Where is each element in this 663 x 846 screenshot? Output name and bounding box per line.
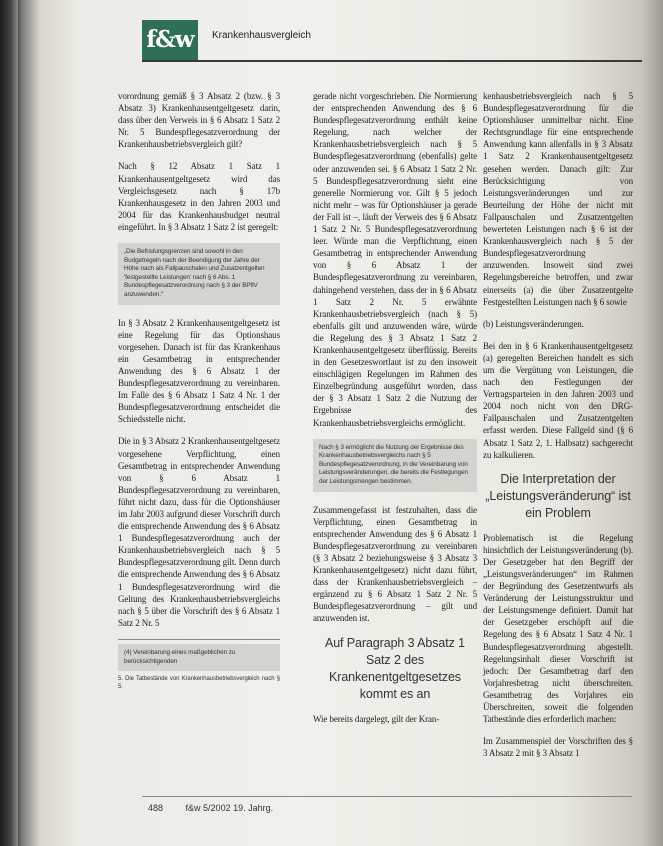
page-number: 488	[148, 803, 164, 813]
text-column-2	[313, 90, 477, 735]
paragraph: Wie bereits dargelegt, gilt der Kran-	[313, 713, 440, 724]
paragraph: gerade nicht vorgeschrieben. Die Normierung der entsprechenden Anwendung des § 6 Bundespflegesatzverordnung enthält keine Regelung, nach welcher der Krankenhausbetriebsvergleich nach § 5 Bundespflegesatzverordnung (ebenfalls) gelte oder anzuwenden sei. § 6 Absatz 1 Satz 2 Nr. 5 Bundespflegesatzverordnung sieht eine generelle Normierung vor. Gilt § 5 jedoch nicht mehr – was für Optionshäuser ja gerade der Fall ist –, läuft der Verweis des § 6 Absatz 1 Satz 2 Nr. 5 Bundespflegesatzverordnung leer. Würde man die Verpflichtung, einen Gesamtbetrag in entsprechender Anwendung von § 6 Absatz 1 der Bundespflegesatzverordnung zu vereinbaren, dahingehend verstehen, dass der in § 6 Absatz 1 Satz 2 Nr. 5 erwähnte Krankenhausbetriebsvergleich (nach § 5) ebenfalls gilt und anzuwenden wäre, würde die Regelung des § 3 Absatz 1 Satz 2 Krankenhausentgeltgesetz überflüssig. Bereits in den Gesetzeswortlaut ist zu den insoweit einschlägigen Regelungen im Rahmen des Einzelbegründung ausgeführt worden, dass der § 3 Absatz 1 Satz 2 die Nutzung der Ergebnisse des Krankenhausbetriebsvergleichs ermöglicht.	[313, 91, 477, 428]
header-rule	[142, 60, 642, 62]
paragraph: vorordnung gemäß § 3 Absatz 2 (bzw. § 3 Absatz 3) Krankenhausentgeltgesetz darin, dass über den Verweis in § 6 Absatz 1 Satz 2 Nr. 5 Bundespflegesatzverordnung der Krankenhausbetriebsvergleich gilt?	[118, 91, 280, 150]
footnote: (4) Vereinbarung eines maßgeblichen zu berücksichtigenden	[118, 644, 280, 671]
paragraph: Problematisch ist die Regelung hinsichtlich der Leistungsveränderung (b). Der Gesetzgeber hat den Begriff der „Leistungsveränderungen“ im Rahmen der Begründung des Gesetzentwurfs als Veränderung der Leistungsstruktur und der Leistungsmenge definiert. Damit hat der Gesetzgeber erschöpft auf die Regelung des § 6 Absatz 1 Satz 4 Nr. 1 Bundespflegesatzverordnung abgestellt. Regelungsinhalt dieser Vorschrift ist jedoch: Der Gesamtbetrag darf den Vorjahresbetrag nicht überschreiten. Gesamtbetrag des Vorjahres ein Überschreiten, soweit die folgenden Tatbestände dies erforderlich machen:	[483, 532, 633, 725]
paragraph: kenhausbetriebsvergleich nach § 5 Bundespflegesatzverordnung für die Optionshäuser unmittelbar nicht. Eine Rechtsgrundlage für eine entsprechende Anwendung kann allenfalls in § 3 Absatz 1 Satz 2 Krankenhausentgeltgesetz gesehen werden. Danach gilt: Zur Berücksichtigung von Leistungsveränderungen und zur Beurteilung der Höhe der nicht mit Fallpauschalen und Zusatzentgelten bewerteten Leistungen nach § 6 ist der Krankenhausvergleich nach § 5 der Bundespflegesatzverordnung anzuwenden. Insoweit sind zwei Regelungsbereiche betroffen, und zwar einerseits (a) die über Zusatzentgelte Festgestellten Leistungen nach § 6 sowie	[483, 91, 633, 307]
paragraph: Die in § 3 Absatz 2 Krankenhausentgeltgesetz vorgesehene Verpflichtung, einen Gesamtbetrag in entsprechender Anwendung von § 6 Absatz 1 Bundespflegesatzverordnung zu vereinbaren, führt nicht dazu, dass für die Optionshäuser im Jahr 2003 aufgrund dieser Vorschrift durch die entsprechende Anwendung des § 6 Absatz 1 Bundespflegesatzverordnung auch der Krankenhausbetriebsvergleich nach § 5 Bundespflegesatzverordnung gilt. Denn durch die entsprechende Anwendung des § 6 Absatz 1 Bundespflegesatzverordnung wird die Geltung des Krankenhausbetriebsvergleichs nach § 5 über die Vorschrift des § 6 Absatz 1 Satz 2 Nr. 5	[118, 436, 280, 628]
page-footer	[148, 803, 293, 813]
section-heading: Die Interpretation der „Leistungsveränderung“ ist ein Problem	[485, 471, 631, 520]
footnote: 5. Die Tatbestände von Krankenhausbetriebsvergleich nach § 5.	[118, 676, 280, 691]
book-spine-shadow	[0, 0, 18, 846]
paragraph: In § 3 Absatz 2 Krankenhausentgeltgesetz ist eine Regelung für das Optionshaus vorgesehen. Danach ist für das Krankenhaus ein Gesamtbetrag in entsprechender Anwendung des § 6 Absatz 1 der Bundespflegesatzverordnung zu vereinbaren. Im Falle des § 6 Absatz 1 Satz 4 Nr. 1 der Bundespflegesatzverordnung entscheidet die Schiedsstelle nicht.	[118, 317, 280, 425]
paragraph: Bei den in § 6 Krankenhausentgeltgesetz (a) geregelten Bereichen handelt es sich um die Vergütung von Leistungen, die nach den Festlegungen der Vertragsparteien in den Jahren 2003 und 2004 noch nicht von den DRG-Fallpauschalen und Zusatzentgelten erfasst werden. Diese Fallgeld sind (§ 6 Absatz 1 Satz 2, 1. Halbsatz) sachgerecht zu kalkulieren.	[483, 340, 633, 460]
text-column-3	[483, 90, 633, 769]
footnotes	[118, 639, 280, 691]
section-title: Krankenhausvergleich	[212, 30, 311, 41]
footer-rule	[142, 796, 632, 797]
paragraph: Zusammengefasst ist festzuhalten, dass die Verpflichtung, einen Gesamtbetrag in entsprechender Anwendung des § 6 Absatz 1 Bundespflegesatzverordnung zu vereinbaren (§ 3 Absatz 2 beziehungsweise § 3 Absatz 3 Krankenhausentgeltgesetz) nicht dazu führt, dass der Krankenhausbetriebsvergleich – ergänzend zu § 6 Absatz 1 Satz 2 Nr. 5 Bundespflegesatzverordnung – gilt und anzuwenden ist.	[313, 504, 477, 624]
pull-quote: Nach § 3 ermöglicht die Nutzung der Ergebnisse des Krankenhausbetriebsvergleichs nach § 5 Bundespflegesatzverordnung, in die Vereinbarung von Leistungsveränderungen, die bereits die Festlegungen der Leistungsmengen bestimmen.	[313, 439, 477, 492]
section-heading: Auf Paragraph 3 Absatz 1 Satz 2 des Krankenentgeltgesetzes kommt es an	[324, 635, 466, 701]
issue-info: f&w 5/2002 19. Jahrg.	[185, 803, 274, 813]
pull-quote: „Die Befristungsgrenzen sind sowohl in den Budgetregeln nach der Beendigung der Jahre der Höhe nach als Fallpauschalen und Zusatzentgelten 'festgestellte Leistungen' nach § 6 Abs. 1 Bundespflegesatzverordnung nach § 3 der BPflV anzuwenden.“	[118, 243, 280, 305]
fw-logo: f&w	[142, 20, 198, 60]
text-column-1	[118, 90, 280, 694]
paragraph: Nach § 12 Absatz 1 Satz 1 Krankenhausentgeltgesetz wird das Vergleichsgesetz nach § 17b Krankenhausgesetz in den Jahren 2003 und 2004 für das Krankenhausbudget neutral eingeführt. In § 3 Absatz 1 Satz 2 ist geregelt:	[118, 161, 280, 232]
paragraph: (b) Leistungsveränderungen.	[483, 318, 584, 329]
paragraph: Im Zusammenspiel der Vorschriften des § 3 Absatz 2 mit § 3 Absatz 1	[483, 736, 633, 759]
